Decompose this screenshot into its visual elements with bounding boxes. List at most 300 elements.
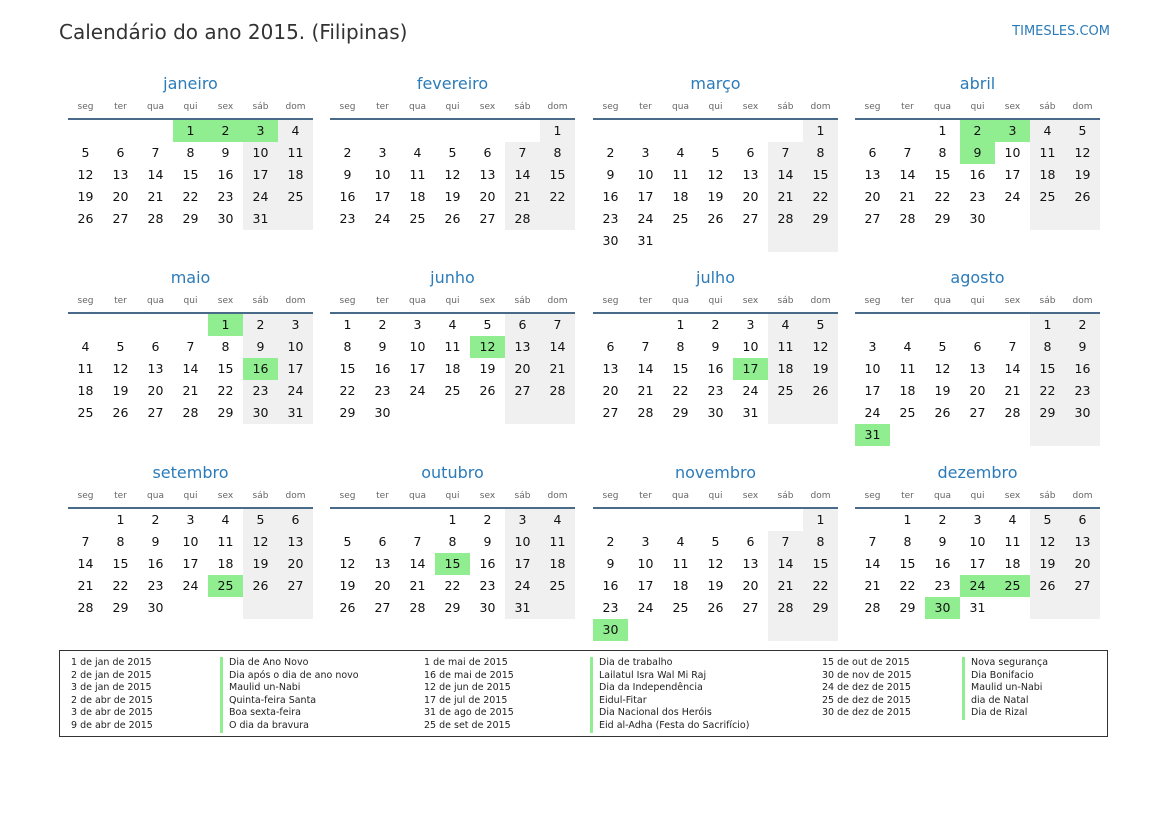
day-cell[interactable]: 3 [973,512,982,527]
day-cell[interactable]: 16 [602,578,619,593]
day-cell[interactable]: 26 [934,405,951,420]
day-cell[interactable]: 6 [606,339,615,354]
day-cell[interactable]: 29 [112,600,129,615]
day-cell[interactable]: 7 [1008,339,1017,354]
day-cell[interactable]: 17 [969,556,986,571]
day-cell[interactable]: 22 [444,578,461,593]
day-cell[interactable]: 15 [803,553,838,575]
day-cell[interactable]: 2 [243,314,278,336]
day-cell[interactable]: 2 [606,145,615,160]
day-cell[interactable]: 17 [182,556,199,571]
day-cell[interactable]: 31 [278,402,313,424]
day-cell[interactable]: 16 [147,556,164,571]
day-cell[interactable]: 8 [803,142,838,164]
day-cell[interactable]: 28 [899,211,916,226]
day-cell[interactable]: 21 [768,575,803,597]
day-cell[interactable]: 19 [707,578,724,593]
day-cell[interactable]: 13 [147,361,164,376]
day-cell[interactable]: 7 [768,142,803,164]
day-cell[interactable]: 30 [969,211,986,226]
day-cell[interactable]: 5 [711,534,720,549]
day-cell[interactable]: 1 [676,317,685,332]
day-cell[interactable]: 20 [864,189,881,204]
day-cell[interactable]: 14 [768,553,803,575]
day-cell[interactable]: 3 [746,317,755,332]
day-cell[interactable]: 29 [803,597,838,619]
day-cell[interactable]: 18 [444,361,461,376]
day-cell[interactable]: 7 [186,339,195,354]
day-cell[interactable]: 21 [147,189,164,204]
day-cell[interactable]: 13 [864,167,881,182]
day-cell[interactable]: 13 [505,336,540,358]
day-cell[interactable]: 23 [934,578,951,593]
day-cell[interactable]: 22 [339,383,356,398]
day-cell[interactable]: 10 [969,534,986,549]
day-cell[interactable]: 20 [602,383,619,398]
day-cell[interactable]: 15 [217,361,234,376]
day-cell[interactable]: 20 [969,383,986,398]
day-cell[interactable]: 24 [864,405,881,420]
day-cell[interactable]: 23 [479,578,496,593]
day-cell[interactable]: 26 [339,600,356,615]
day-cell[interactable]: 24 [409,383,426,398]
day-cell[interactable]: 5 [343,534,352,549]
day-cell[interactable]: 5 [711,145,720,160]
day-cell[interactable]: 27 [969,405,986,420]
day-cell[interactable]: 20 [505,358,540,380]
day-cell[interactable]: 14 [540,336,575,358]
day-cell[interactable]: 3 [641,145,650,160]
day-cell[interactable]: 2 [343,145,352,160]
day-cell[interactable]: 10 [637,556,654,571]
day-cell[interactable]: 18 [1004,556,1021,571]
day-cell[interactable]: 7 [81,534,90,549]
day-cell[interactable]: 5 [483,317,492,332]
day-cell[interactable]: 8 [938,145,947,160]
day-cell[interactable]: 21 [182,383,199,398]
day-cell[interactable]: 26 [479,383,496,398]
day-cell[interactable]: 5 [243,509,278,531]
day-cell[interactable]: 21 [77,578,94,593]
day-cell[interactable]: 14 [182,361,199,376]
day-cell[interactable]: 29 [182,211,199,226]
day-cell[interactable]: 20 [479,189,496,204]
day-cell[interactable]: 20 [112,189,129,204]
day-cell[interactable]: 23 [339,211,356,226]
day-cell[interactable]: 14 [147,167,164,182]
day-cell[interactable]: 30 [243,402,278,424]
day-cell[interactable]: 24 [243,186,278,208]
holiday-day-cell[interactable]: 24 [960,575,995,597]
day-cell[interactable]: 8 [903,534,912,549]
day-cell[interactable]: 24 [374,211,391,226]
day-cell[interactable]: 4 [221,512,230,527]
day-cell[interactable]: 10 [1004,145,1021,160]
day-cell[interactable]: 26 [444,211,461,226]
day-cell[interactable]: 5 [1030,509,1065,531]
day-cell[interactable]: 23 [147,578,164,593]
day-cell[interactable]: 6 [1065,509,1100,531]
day-cell[interactable]: 21 [768,186,803,208]
day-cell[interactable]: 10 [505,531,540,553]
day-cell[interactable]: 2 [606,534,615,549]
day-cell[interactable]: 31 [742,405,759,420]
day-cell[interactable]: 7 [151,145,160,160]
day-cell[interactable]: 20 [147,383,164,398]
day-cell[interactable]: 11 [77,361,94,376]
day-cell[interactable]: 23 [602,211,619,226]
day-cell[interactable]: 10 [637,167,654,182]
holiday-day-cell[interactable]: 12 [470,336,505,358]
holiday-day-cell[interactable]: 3 [243,120,278,142]
day-cell[interactable]: 25 [444,383,461,398]
day-cell[interactable]: 18 [409,189,426,204]
day-cell[interactable]: 25 [409,211,426,226]
day-cell[interactable]: 13 [969,361,986,376]
day-cell[interactable]: 23 [1065,380,1100,402]
day-cell[interactable]: 5 [1065,120,1100,142]
day-cell[interactable]: 28 [77,600,94,615]
day-cell[interactable]: 24 [637,600,654,615]
day-cell[interactable]: 25 [77,405,94,420]
day-cell[interactable]: 24 [742,383,759,398]
day-cell[interactable]: 28 [147,211,164,226]
day-cell[interactable]: 4 [676,534,685,549]
day-cell[interactable]: 23 [217,189,234,204]
day-cell[interactable]: 25 [899,405,916,420]
day-cell[interactable]: 1 [343,317,352,332]
day-cell[interactable]: 22 [899,578,916,593]
day-cell[interactable]: 30 [479,600,496,615]
day-cell[interactable]: 12 [707,167,724,182]
day-cell[interactable]: 27 [374,600,391,615]
day-cell[interactable]: 14 [1004,361,1021,376]
day-cell[interactable]: 16 [479,556,496,571]
day-cell[interactable]: 29 [444,600,461,615]
day-cell[interactable]: 22 [1030,380,1065,402]
holiday-day-cell[interactable]: 15 [435,553,470,575]
day-cell[interactable]: 2 [151,512,160,527]
day-cell[interactable]: 21 [540,358,575,380]
day-cell[interactable]: 27 [602,405,619,420]
day-cell[interactable]: 4 [768,314,803,336]
day-cell[interactable]: 6 [973,339,982,354]
day-cell[interactable]: 23 [969,189,986,204]
day-cell[interactable]: 4 [540,509,575,531]
day-cell[interactable]: 18 [672,189,689,204]
day-cell[interactable]: 1 [448,512,457,527]
day-cell[interactable]: 30 [602,233,619,248]
day-cell[interactable]: 20 [742,578,759,593]
day-cell[interactable]: 27 [505,380,540,402]
day-cell[interactable]: 23 [707,383,724,398]
day-cell[interactable]: 3 [186,512,195,527]
day-cell[interactable]: 9 [378,339,387,354]
day-cell[interactable]: 26 [707,211,724,226]
day-cell[interactable]: 14 [505,164,540,186]
day-cell[interactable]: 31 [637,233,654,248]
day-cell[interactable]: 12 [77,167,94,182]
day-cell[interactable]: 2 [483,512,492,527]
day-cell[interactable]: 18 [1030,164,1065,186]
day-cell[interactable]: 7 [413,534,422,549]
day-cell[interactable]: 19 [112,383,129,398]
day-cell[interactable]: 19 [707,189,724,204]
day-cell[interactable]: 23 [602,600,619,615]
day-cell[interactable]: 25 [768,380,803,402]
day-cell[interactable]: 25 [672,211,689,226]
day-cell[interactable]: 21 [864,578,881,593]
day-cell[interactable]: 17 [864,383,881,398]
day-cell[interactable]: 5 [116,339,125,354]
day-cell[interactable]: 8 [448,534,457,549]
day-cell[interactable]: 19 [444,189,461,204]
day-cell[interactable]: 8 [803,531,838,553]
day-cell[interactable]: 9 [711,339,720,354]
day-cell[interactable]: 22 [217,383,234,398]
day-cell[interactable]: 26 [243,575,278,597]
day-cell[interactable]: 31 [969,600,986,615]
day-cell[interactable]: 8 [186,145,195,160]
day-cell[interactable]: 4 [278,120,313,142]
day-cell[interactable]: 18 [278,164,313,186]
day-cell[interactable]: 28 [409,600,426,615]
day-cell[interactable]: 5 [803,314,838,336]
day-cell[interactable]: 14 [77,556,94,571]
day-cell[interactable]: 31 [243,208,278,230]
day-cell[interactable]: 23 [374,383,391,398]
day-cell[interactable]: 30 [217,211,234,226]
holiday-day-cell[interactable]: 25 [208,575,243,597]
day-cell[interactable]: 8 [1030,336,1065,358]
day-cell[interactable]: 28 [1004,405,1021,420]
day-cell[interactable]: 19 [77,189,94,204]
day-cell[interactable]: 13 [742,556,759,571]
holiday-day-cell[interactable]: 3 [995,120,1030,142]
day-cell[interactable]: 7 [868,534,877,549]
day-cell[interactable]: 3 [278,314,313,336]
holiday-day-cell[interactable]: 30 [925,597,960,619]
day-cell[interactable]: 19 [1065,164,1100,186]
day-cell[interactable]: 15 [672,361,689,376]
day-cell[interactable]: 19 [803,358,838,380]
day-cell[interactable]: 1 [540,120,575,142]
day-cell[interactable]: 10 [243,142,278,164]
day-cell[interactable]: 13 [1065,531,1100,553]
day-cell[interactable]: 12 [1030,531,1065,553]
day-cell[interactable]: 11 [409,167,426,182]
day-cell[interactable]: 3 [505,509,540,531]
day-cell[interactable]: 12 [339,556,356,571]
day-cell[interactable]: 17 [637,578,654,593]
day-cell[interactable]: 13 [479,167,496,182]
day-cell[interactable]: 15 [112,556,129,571]
day-cell[interactable]: 19 [1030,553,1065,575]
day-cell[interactable]: 27 [864,211,881,226]
day-cell[interactable]: 11 [672,167,689,182]
day-cell[interactable]: 6 [278,509,313,531]
day-cell[interactable]: 18 [768,358,803,380]
day-cell[interactable]: 13 [602,361,619,376]
day-cell[interactable]: 29 [339,405,356,420]
day-cell[interactable]: 5 [81,145,90,160]
day-cell[interactable]: 30 [707,405,724,420]
day-cell[interactable]: 18 [77,383,94,398]
day-cell[interactable]: 19 [339,578,356,593]
day-cell[interactable]: 11 [278,142,313,164]
holiday-day-cell[interactable]: 2 [960,120,995,142]
day-cell[interactable]: 24 [637,211,654,226]
day-cell[interactable]: 20 [278,553,313,575]
day-cell[interactable]: 10 [374,167,391,182]
day-cell[interactable]: 11 [768,336,803,358]
day-cell[interactable]: 17 [409,361,426,376]
site-link[interactable]: TIMESLES.COM [1012,24,1110,39]
day-cell[interactable]: 13 [278,531,313,553]
day-cell[interactable]: 4 [413,145,422,160]
day-cell[interactable]: 15 [934,167,951,182]
day-cell[interactable]: 11 [1030,142,1065,164]
day-cell[interactable]: 27 [742,211,759,226]
day-cell[interactable]: 25 [540,575,575,597]
holiday-day-cell[interactable]: 25 [995,575,1030,597]
day-cell[interactable]: 8 [116,534,125,549]
day-cell[interactable]: 10 [409,339,426,354]
day-cell[interactable]: 24 [505,575,540,597]
day-cell[interactable]: 29 [217,405,234,420]
day-cell[interactable]: 18 [540,553,575,575]
day-cell[interactable]: 14 [637,361,654,376]
holiday-day-cell[interactable]: 16 [243,358,278,380]
day-cell[interactable]: 22 [112,578,129,593]
day-cell[interactable]: 26 [77,211,94,226]
day-cell[interactable]: 22 [672,383,689,398]
day-cell[interactable]: 22 [540,186,575,208]
day-cell[interactable]: 26 [707,600,724,615]
day-cell[interactable]: 16 [707,361,724,376]
day-cell[interactable]: 7 [540,314,575,336]
day-cell[interactable]: 14 [899,167,916,182]
day-cell[interactable]: 17 [374,189,391,204]
day-cell[interactable]: 12 [707,556,724,571]
day-cell[interactable]: 1 [938,123,947,138]
day-cell[interactable]: 28 [540,380,575,402]
day-cell[interactable]: 11 [899,361,916,376]
day-cell[interactable]: 22 [182,189,199,204]
day-cell[interactable]: 7 [903,145,912,160]
day-cell[interactable]: 20 [742,189,759,204]
day-cell[interactable]: 11 [1004,534,1021,549]
holiday-day-cell[interactable]: 9 [960,142,995,164]
holiday-day-cell[interactable]: 31 [855,424,890,446]
day-cell[interactable]: 1 [1030,314,1065,336]
day-cell[interactable]: 25 [672,600,689,615]
day-cell[interactable]: 17 [278,358,313,380]
day-cell[interactable]: 9 [243,336,278,358]
day-cell[interactable]: 9 [606,167,615,182]
day-cell[interactable]: 7 [641,339,650,354]
day-cell[interactable]: 30 [374,405,391,420]
day-cell[interactable]: 8 [221,339,230,354]
day-cell[interactable]: 29 [934,211,951,226]
day-cell[interactable]: 2 [378,317,387,332]
day-cell[interactable]: 9 [151,534,160,549]
day-cell[interactable]: 27 [479,211,496,226]
day-cell[interactable]: 12 [803,336,838,358]
day-cell[interactable]: 16 [217,167,234,182]
day-cell[interactable]: 1 [803,120,838,142]
day-cell[interactable]: 31 [505,597,540,619]
day-cell[interactable]: 21 [505,186,540,208]
day-cell[interactable]: 18 [899,383,916,398]
day-cell[interactable]: 24 [1004,189,1021,204]
day-cell[interactable]: 9 [938,534,947,549]
day-cell[interactable]: 16 [339,189,356,204]
day-cell[interactable]: 17 [243,164,278,186]
day-cell[interactable]: 28 [864,600,881,615]
day-cell[interactable]: 9 [483,534,492,549]
holiday-day-cell[interactable]: 1 [173,120,208,142]
day-cell[interactable]: 10 [182,534,199,549]
day-cell[interactable]: 18 [672,578,689,593]
day-cell[interactable]: 30 [1065,402,1100,424]
day-cell[interactable]: 2 [1065,314,1100,336]
holiday-day-cell[interactable]: 1 [208,314,243,336]
day-cell[interactable]: 25 [1030,186,1065,208]
day-cell[interactable]: 4 [1030,120,1065,142]
day-cell[interactable]: 8 [676,339,685,354]
day-cell[interactable]: 1 [116,512,125,527]
day-cell[interactable]: 6 [868,145,877,160]
day-cell[interactable]: 26 [1030,575,1065,597]
day-cell[interactable]: 6 [483,145,492,160]
day-cell[interactable]: 29 [1030,402,1065,424]
day-cell[interactable]: 22 [803,186,838,208]
day-cell[interactable]: 4 [448,317,457,332]
day-cell[interactable]: 15 [803,164,838,186]
day-cell[interactable]: 12 [243,531,278,553]
day-cell[interactable]: 16 [602,189,619,204]
day-cell[interactable]: 12 [934,361,951,376]
day-cell[interactable]: 8 [540,142,575,164]
day-cell[interactable]: 13 [112,167,129,182]
day-cell[interactable]: 27 [147,405,164,420]
day-cell[interactable]: 6 [746,145,755,160]
day-cell[interactable]: 22 [803,575,838,597]
day-cell[interactable]: 9 [606,556,615,571]
day-cell[interactable]: 14 [409,556,426,571]
day-cell[interactable]: 12 [444,167,461,182]
holiday-day-cell[interactable]: 30 [593,619,628,641]
day-cell[interactable]: 15 [540,164,575,186]
day-cell[interactable]: 1 [903,512,912,527]
day-cell[interactable]: 21 [1004,383,1021,398]
day-cell[interactable]: 19 [243,553,278,575]
day-cell[interactable]: 10 [864,361,881,376]
day-cell[interactable]: 17 [637,189,654,204]
day-cell[interactable]: 6 [378,534,387,549]
day-cell[interactable]: 28 [505,208,540,230]
day-cell[interactable]: 29 [899,600,916,615]
day-cell[interactable]: 3 [413,317,422,332]
day-cell[interactable]: 14 [864,556,881,571]
day-cell[interactable]: 2 [711,317,720,332]
day-cell[interactable]: 28 [182,405,199,420]
day-cell[interactable]: 19 [479,361,496,376]
day-cell[interactable]: 12 [1065,142,1100,164]
day-cell[interactable]: 24 [182,578,199,593]
day-cell[interactable]: 11 [444,339,461,354]
